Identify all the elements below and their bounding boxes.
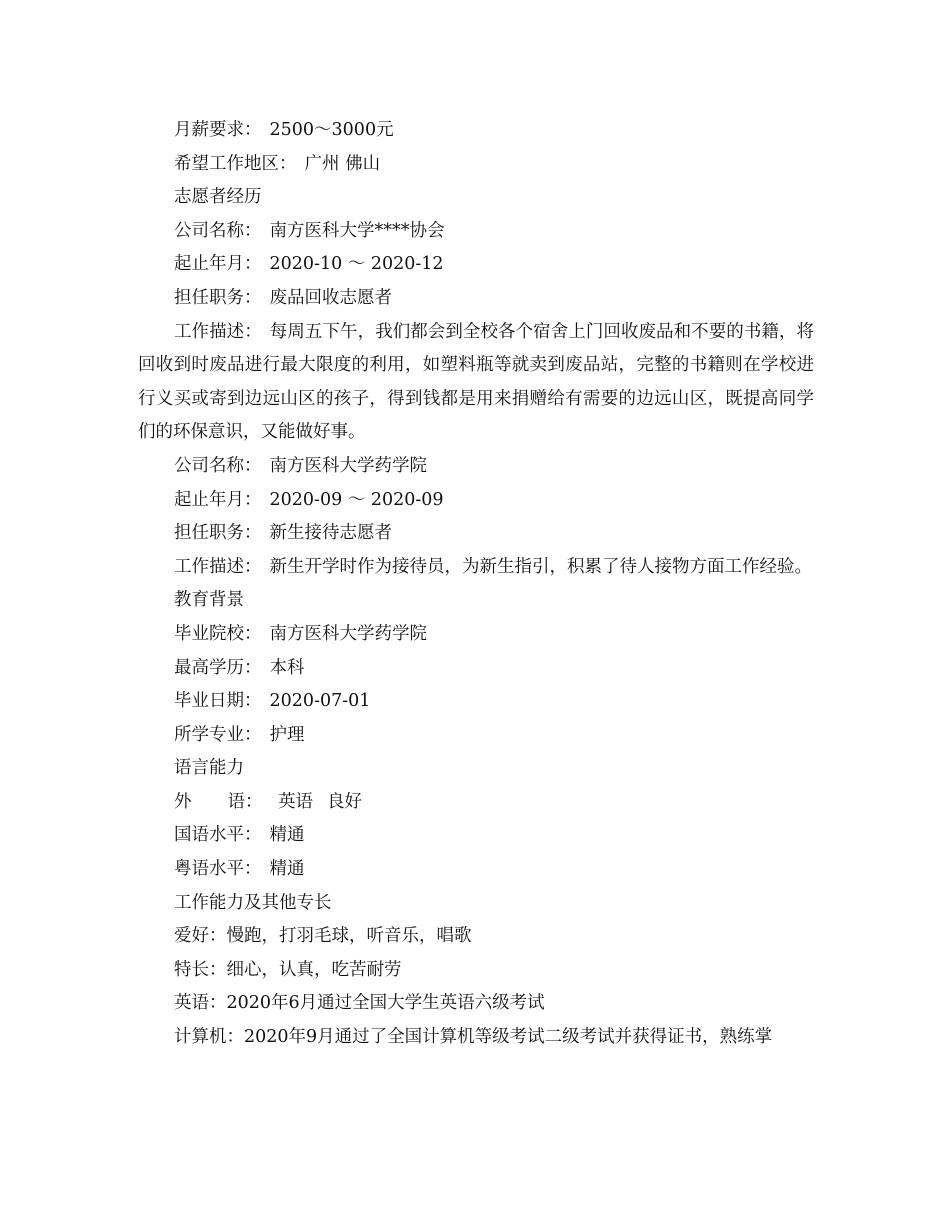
degree-value: 本科 bbox=[269, 657, 305, 678]
location-row bbox=[138, 148, 814, 182]
school-row bbox=[138, 618, 814, 652]
mandarin-label: 国语水平： bbox=[174, 825, 262, 846]
major-label: 所学专业： bbox=[174, 724, 262, 745]
salary-row bbox=[138, 114, 814, 148]
foreign-language-row bbox=[138, 786, 814, 820]
vol2-desc-paragraph bbox=[138, 551, 814, 585]
hobby-row: 爱好：慢跑，打羽毛球，听音乐，唱歌 bbox=[174, 926, 472, 947]
mandarin-value: 精通 bbox=[269, 825, 305, 846]
salary-label: 月薪要求： bbox=[174, 120, 262, 140]
degree-label: 最高学历： bbox=[174, 657, 262, 678]
english-cert-row: 英语：2020年6月通过全国大学生英语六级考试 bbox=[174, 993, 545, 1014]
vol1-period-row bbox=[138, 248, 814, 282]
school-label: 毕业院校： bbox=[174, 623, 262, 644]
vol2-company-value: 南方医科大学药学院 bbox=[269, 455, 427, 476]
strength-row: 特长：细心，认真，吃苦耐劳 bbox=[174, 959, 402, 980]
salary-value: 2500～3000元 bbox=[269, 120, 394, 140]
vol2-company-row bbox=[138, 450, 814, 484]
vol2-desc-label: 工作描述： bbox=[174, 556, 262, 577]
education-heading: 教育背景 bbox=[174, 590, 244, 611]
cantonese-value: 精通 bbox=[269, 859, 305, 880]
location-label: 希望工作地区： bbox=[174, 153, 297, 174]
vol1-company-row bbox=[138, 215, 814, 249]
vol1-role-value: 废品回收志愿者 bbox=[269, 287, 392, 308]
vol1-desc-value: 每周五下午，我们都会到全校各个宿舍上门回收废品和不要的书籍，将回收到时废品进行最大限度的利用，如塑料瓶等就卖到废品站，完整的书籍则在学校进行义买或寄到边远山区的孩子，得到钱都是用来捐赠给有需要的边远山区，既提高同学们的环保意识，又能做好事。 bbox=[138, 321, 815, 443]
vol1-desc-label: 工作描述： bbox=[174, 321, 262, 342]
skills-heading: 工作能力及其他专长 bbox=[174, 892, 332, 913]
foreign-language-value: 英语 bbox=[278, 791, 313, 812]
vol2-company-label: 公司名称： bbox=[174, 455, 262, 476]
vol2-period-value: 2020-09 ～ 2020-09 bbox=[269, 489, 444, 510]
vol2-period-label: 起止年月： bbox=[174, 489, 262, 510]
vol2-role-value: 新生接待志愿者 bbox=[269, 523, 392, 544]
grad-date-row bbox=[138, 685, 814, 719]
mandarin-row bbox=[138, 819, 814, 853]
foreign-label-b: 语： bbox=[227, 791, 263, 812]
location-value: 广州 佛山 bbox=[304, 153, 381, 174]
vol2-role-label: 担任职务： bbox=[174, 523, 262, 544]
foreign-label-a: 外 bbox=[174, 791, 192, 812]
foreign-language-label bbox=[174, 786, 270, 820]
school-value: 南方医科大学药学院 bbox=[269, 623, 427, 644]
foreign-language-level: 良好 bbox=[327, 791, 362, 812]
major-value: 护理 bbox=[269, 724, 305, 745]
vol1-company-value: 南方医科大学****协会 bbox=[269, 220, 445, 241]
grad-date-value: 2020-07-01 bbox=[269, 691, 371, 712]
resume-content bbox=[138, 114, 814, 1055]
vol2-desc-value: 新生开学时作为接待员，为新生指引，积累了待人接物方面工作经验。 bbox=[269, 556, 812, 577]
vol1-role-row bbox=[138, 282, 814, 316]
vol1-period-value: 2020-10 ～ 2020-12 bbox=[269, 254, 444, 275]
major-row bbox=[138, 719, 814, 753]
vol2-period-row bbox=[138, 484, 814, 518]
cantonese-row bbox=[138, 853, 814, 887]
vol1-company-label: 公司名称： bbox=[174, 220, 262, 241]
computer-cert-row: 计算机：2020年9月通过了全国计算机等级考试二级考试并获得证书，熟练掌 bbox=[174, 1027, 773, 1048]
grad-date-label: 毕业日期： bbox=[174, 691, 262, 712]
vol2-role-row bbox=[138, 517, 814, 551]
volunteer-heading: 志愿者经历 bbox=[174, 187, 262, 208]
degree-row bbox=[138, 652, 814, 686]
vol1-period-label: 起止年月： bbox=[174, 254, 262, 275]
cantonese-label: 粤语水平： bbox=[174, 859, 262, 880]
language-heading: 语言能力 bbox=[174, 758, 244, 779]
vol1-role-label: 担任职务： bbox=[174, 287, 262, 308]
vol1-desc-paragraph bbox=[138, 316, 814, 450]
